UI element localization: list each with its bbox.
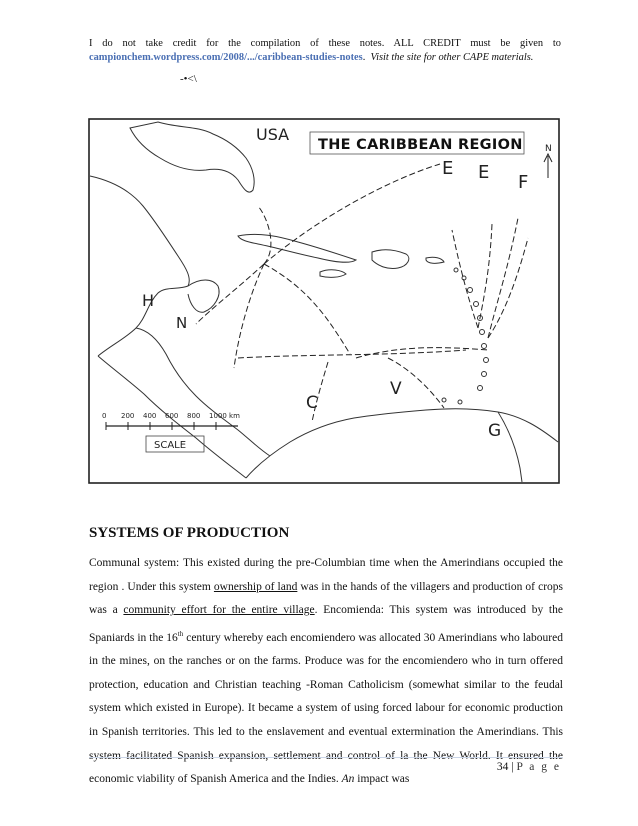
underlined-phrase: community effort for the entire village: [123, 604, 315, 617]
text-run: impact was: [354, 773, 410, 786]
region-label-c: C: [306, 393, 318, 413]
text-run: was in the hands of the villagers and production of crops was a: [89, 580, 563, 617]
page-word: P a g e: [516, 761, 561, 773]
region-label-g: G: [488, 421, 502, 441]
region-label-e2: E: [478, 162, 490, 183]
north-label: N: [545, 144, 552, 154]
scale-tick-0: 0: [102, 412, 107, 420]
region-label-f: F: [518, 172, 529, 193]
page-number: 34: [496, 761, 509, 773]
ornament-glyph: -•<\: [180, 73, 197, 85]
scale-label: SCALE: [154, 440, 187, 451]
scale-tick-600: 600: [165, 412, 179, 420]
region-label-v: V: [390, 379, 402, 399]
map-title: THE CARIBBEAN REGION: [318, 137, 523, 153]
visit-site-note: Visit the site for other CAPE materials.: [370, 52, 534, 63]
scale-tick-800: 800: [187, 412, 201, 420]
caribbean-map-figure: [88, 118, 560, 484]
credit-text: I do not take credit for the compilation of these notes. ALL CREDIT must be given to: [89, 38, 561, 49]
text-run: Communal system: This existed during the pre-Columbian time when the Amerindians occupied the region . Under this system: [89, 557, 563, 593]
footer-rule: [89, 757, 563, 758]
credit-link[interactable]: campionchem.wordpress.com/2008/.../caribbean-studies-notes: [89, 52, 363, 63]
map-drawing: [88, 118, 560, 484]
scale-tick-400: 400: [143, 412, 157, 420]
usa-label: USA: [256, 125, 290, 144]
body-paragraph: [89, 552, 563, 792]
italic-word: An: [341, 773, 355, 786]
footer-separator: |: [511, 761, 514, 773]
text-run: . Encomienda: This system was introduced by the Spaniards in the 16: [89, 604, 563, 644]
scale-tick-1000: 1000 km: [209, 412, 240, 420]
scale-tick-200: 200: [121, 412, 135, 420]
region-label-e1: E: [442, 158, 454, 179]
section-heading: SYSTEMS OF PRODUCTION: [89, 525, 290, 541]
ordinal-superscript: th: [177, 629, 184, 638]
page-footer: [497, 761, 561, 773]
credit-separator: .: [362, 52, 366, 63]
region-label-n: N: [176, 314, 188, 332]
region-label-h: H: [142, 291, 155, 310]
underlined-phrase: ownership of land: [213, 580, 298, 593]
text-run: century whereby each encomiendero was allocated 30 Amerindians who laboured in the mines, on the ranches or on the farms. Produce was for the encomiendero who in turn offered protection, education and Christian teaching -Roman Catholicism (somewhat similar to the feudal system which existed in Europe). It became a system of using forced labour for economic production in Spanish territories. This led to the enslavement and eventual extermination the Amerindians. This system facilitated Spanish expansion, settlement and control of la the New World. It ensured the economic viability of Spanish America and the Indies.: [89, 631, 563, 786]
credit-notice: [89, 37, 561, 65]
body-text: [89, 552, 563, 792]
